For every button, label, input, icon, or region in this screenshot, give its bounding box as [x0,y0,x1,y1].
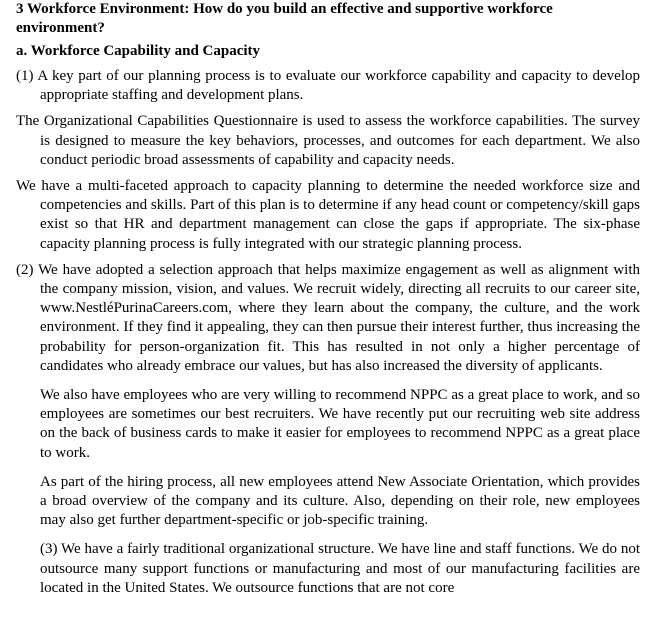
paragraph-employee-recruiters: We also have employees who are very willing to recommend NPPC as a great place to work, and so employees are sometimes our best recruiters. We have recently put our recruiting web site address on the back of business cards to make it easier for employees to recommend NPPC as a great place to work. [40,387,640,461]
paragraph-capacity-planning: We have a multi-faceted approach to capacity planning to determine the needed workforce size and competencies and skills. Part of this plan is to determine if any head count or competency/skill gaps exist so that HR and department management can close the gaps if appropriate. The six-phase capacity planning process is fully integrated with our strategic planning process. [16,178,640,252]
paragraph-selection-approach: (2) We have adopted a selection approach that helps maximize engagement as well as alignment with the company mission, vision, and values. We recruit widely, directing all recruits to our career site, www.NestléPurinaCareers.com, where they learn about the company, the culture, and the work environment. If they find it appealing, they can then pursue their interest further, thus increasing the probability for person-organization fit. This has resulted in not only a higher percentage of candidates who already embrace our values, but has also increased the diversity of applicants. [16,261,640,374]
document-page [16,0,640,605]
section-heading: 3 Workforce Environment: How do you build an effective and supportive workforce environment? [16,1,553,36]
subsection-heading: a. Workforce Capability and Capacity [16,43,261,59]
paragraph-orientation: As part of the hiring process, all new employees attend New Associate Orientation, which provides a broad overview of the company and its culture. Also, depending on their role, new employees may also get further department-specific or job-specific training. [40,473,640,529]
paragraph-questionnaire: The Organizational Capabilities Questionnaire is used to assess the workforce capabilities. The survey is designed to measure the key behaviors, processes, and outcomes for each department. We also conduct periodic broad assessments of capability and capacity needs. [16,113,640,168]
paragraph-org-structure: (3) We have a fairly traditional organizational structure. We have line and staff functions. We do not outsource many support functions or manufacturing and most of our manufacturing facilities are located in the United States. We outsource functions that are not core [40,541,640,596]
paragraph-capability-planning: (1) A key part of our planning process is to evaluate our workforce capability and capacity to develop appropriate staffing and development plans. [16,68,640,104]
